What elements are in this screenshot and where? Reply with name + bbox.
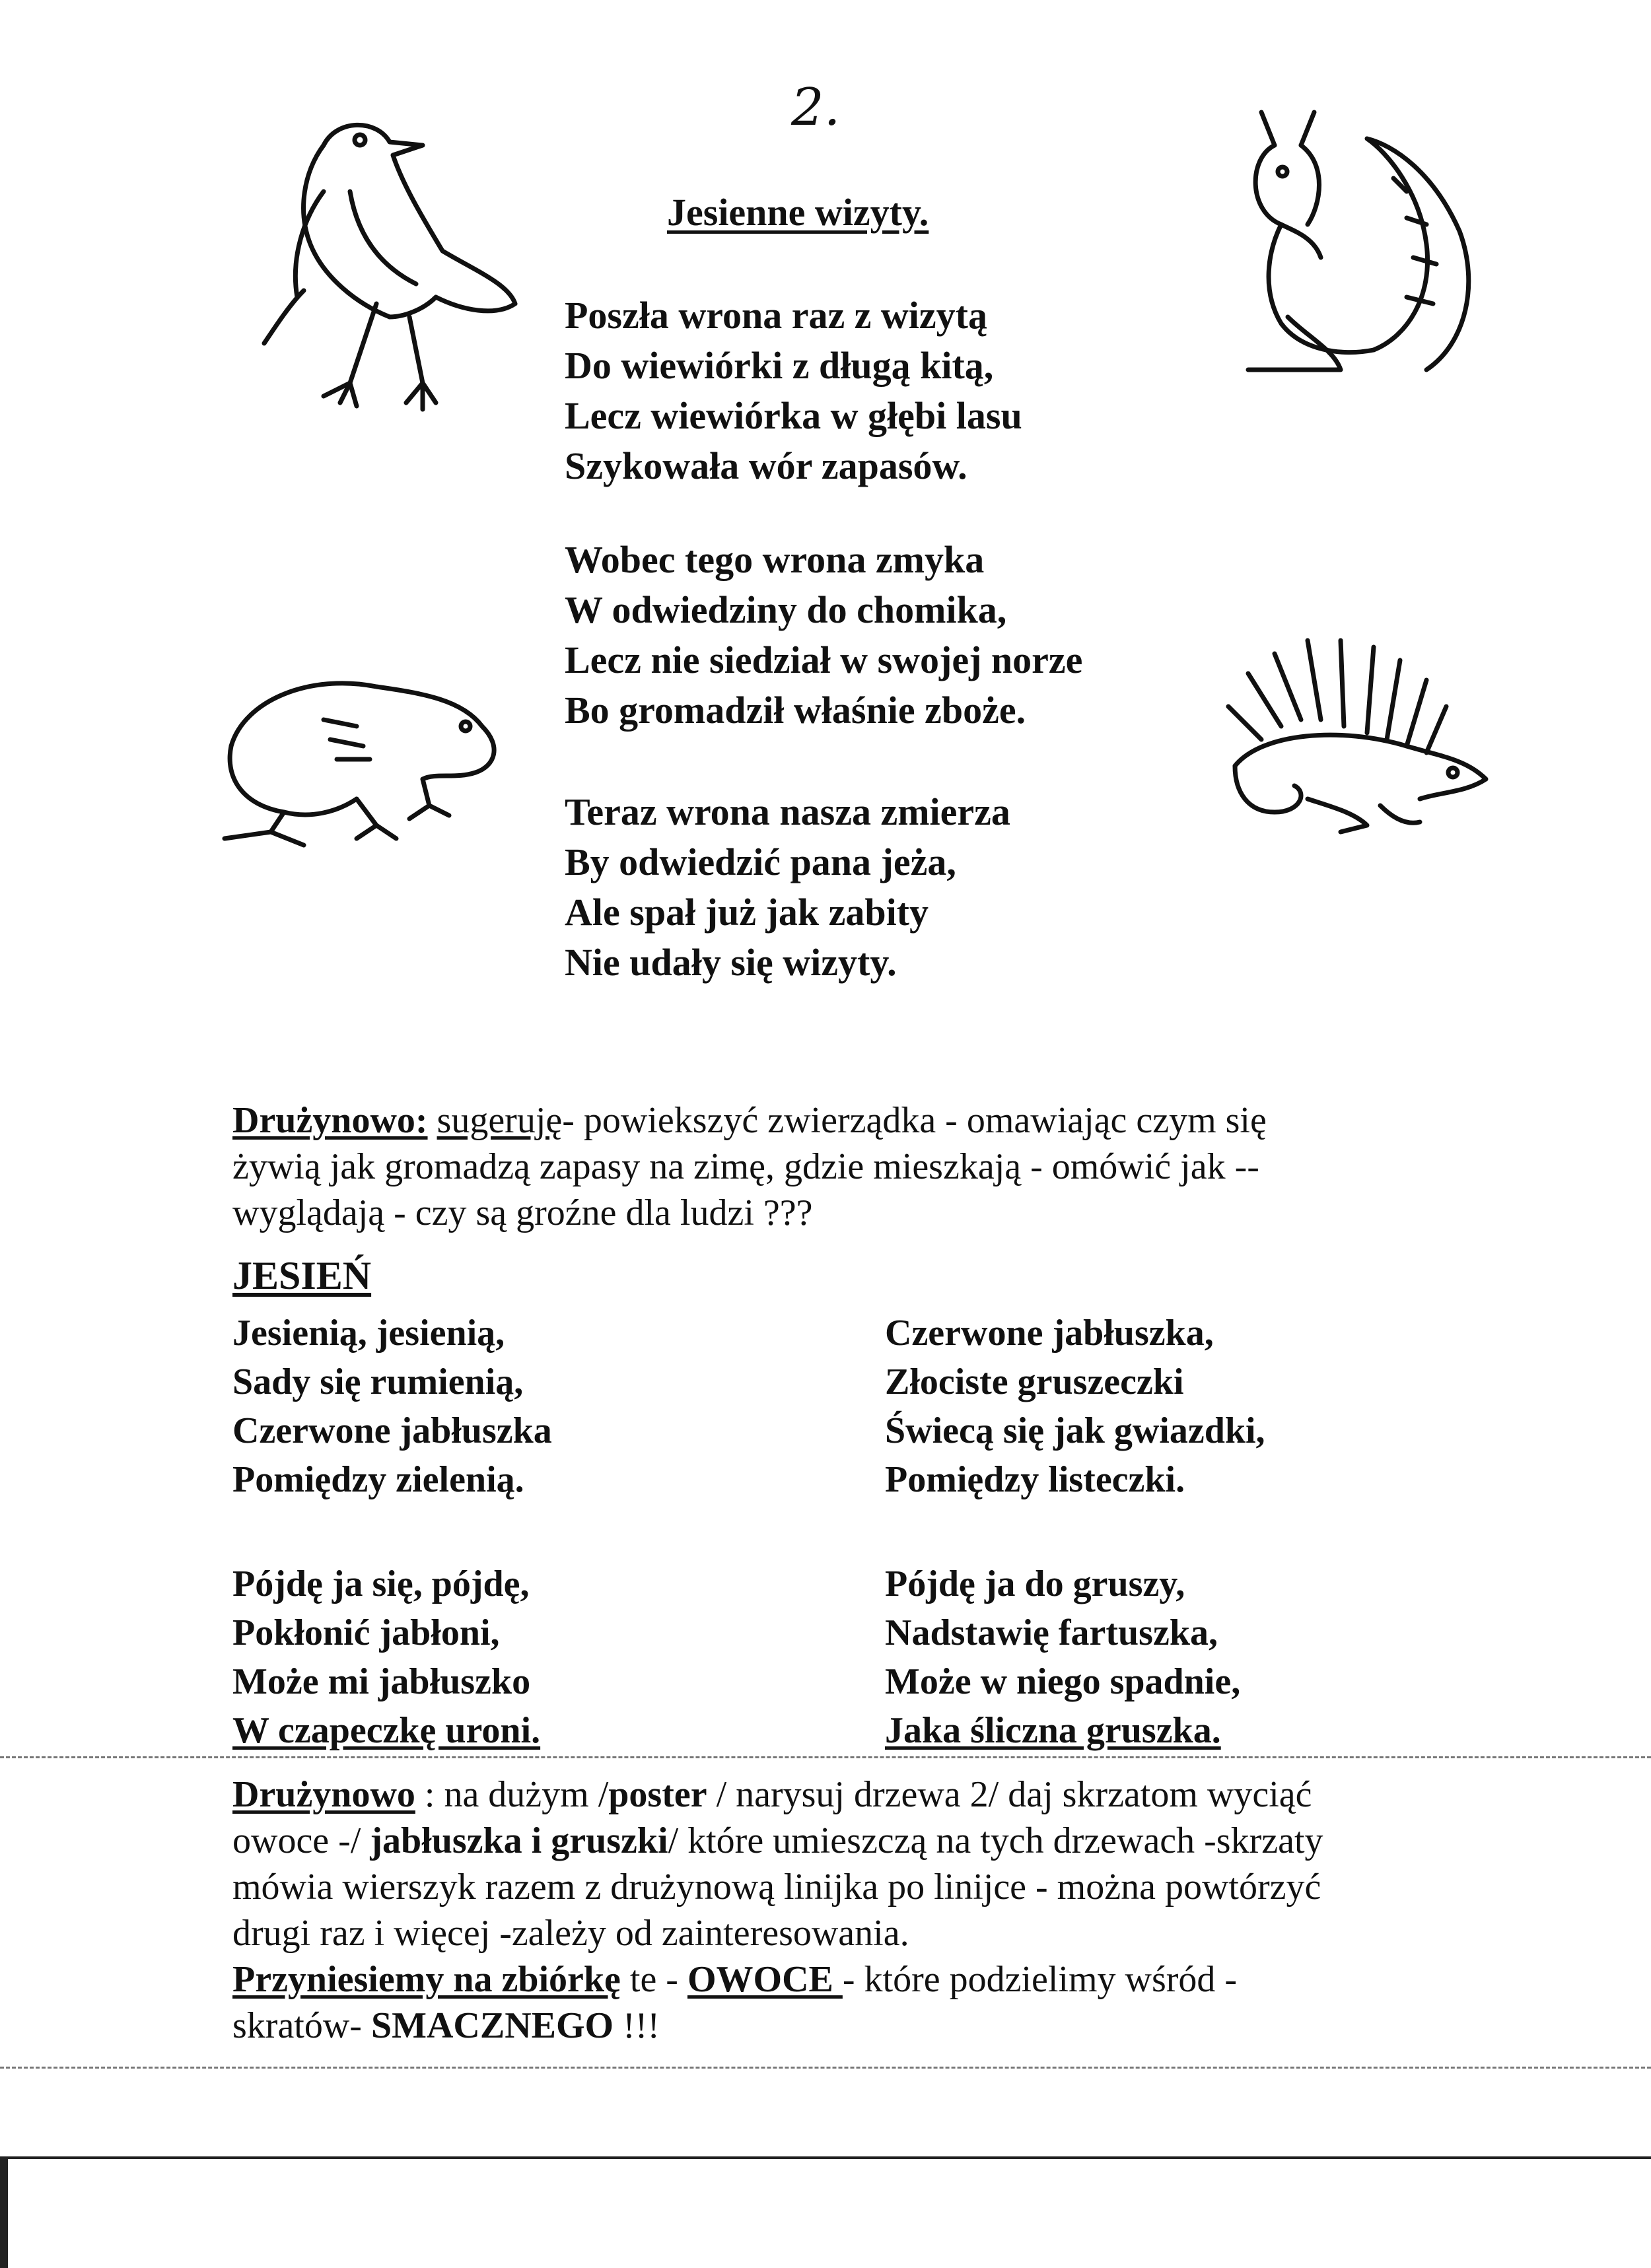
autumn-line: Świecą się jak gwiazdki, <box>885 1410 1265 1451</box>
instruction-emphasis: Przyniesiemy na zbiórkę <box>232 1959 621 2000</box>
hedgehog-drawing <box>1209 634 1493 845</box>
divider-line <box>0 1756 1651 1758</box>
autumn-line: Złociste gruszeczki <box>885 1361 1184 1402</box>
poem-line: Lecz nie siedział w swojej norze <box>565 638 1083 681</box>
poem-stanza <box>565 291 1022 491</box>
autumn-line: Czerwone jabłuszka <box>232 1410 552 1451</box>
instruction-suggestion: sugeruję <box>437 1100 563 1141</box>
poem-line: Teraz wrona nasza zmierza <box>565 790 1010 833</box>
autumn-line: Pomiędzy listeczki. <box>885 1459 1185 1500</box>
poem-line: Ale spał już jak zabity <box>565 891 929 934</box>
autumn-heading: JESIEŃ <box>232 1254 372 1297</box>
autumn-line: Jaka śliczna gruszka. <box>885 1710 1221 1751</box>
poem-title: Jesienne wizyty. <box>667 191 929 234</box>
instruction-text: - powiekszyć zwierządka - omawiając czym się <box>562 1100 1267 1141</box>
instruction-label: Drużynowo <box>232 1774 415 1815</box>
instruction-emphasis: SMACZNEGO <box>370 2005 614 2046</box>
instruction-emphasis: jabłuszka i gruszki <box>370 1820 668 1861</box>
poem-stanza <box>565 787 1010 988</box>
instruction-text: / które umieszczą na tych drzewach -skrzaty <box>668 1820 1323 1861</box>
instruction-text: wyglądają - czy są groźne dla ludzi ??? <box>232 1192 813 1233</box>
page-number: 2. <box>791 78 841 137</box>
leader-instruction-1 <box>232 1097 1520 1236</box>
autumn-stanza <box>232 1309 552 1504</box>
instruction-emphasis: OWOCE <box>687 1959 843 2000</box>
autumn-line: Może w niego spadnie, <box>885 1661 1241 1702</box>
instruction-text: skratów- <box>232 2005 371 2046</box>
autumn-line: Czerwone jabłuszka, <box>885 1313 1214 1354</box>
instruction-emphasis: poster <box>608 1774 707 1815</box>
instruction-text: !!! <box>614 2005 660 2046</box>
autumn-stanza <box>232 1560 540 1755</box>
instruction-text: drugi raz i więcej -zależy od zainteresowania. <box>232 1913 909 1954</box>
instruction-label: Drużynowo: <box>232 1100 428 1141</box>
autumn-stanza <box>885 1309 1265 1504</box>
poem-line: Wobec tego wrona zmyka <box>565 538 985 581</box>
hamster-drawing <box>205 660 515 858</box>
instruction-text: żywią jak gromadzą zapasy na zimę, gdzie mieszkają - omówić jak -- <box>232 1146 1259 1187</box>
poem-line: Lecz wiewiórka w głębi lasu <box>565 394 1022 437</box>
poem-line: Bo gromadził właśnie zboże. <box>565 689 1026 732</box>
autumn-line: Pójdę ja się, pójdę, <box>232 1564 530 1604</box>
page-border <box>0 2156 1651 2159</box>
autumn-line: Sady się rumienią, <box>232 1361 524 1402</box>
poem-stanza <box>565 535 1082 736</box>
page-border <box>0 2159 8 2268</box>
divider-line <box>0 2067 1651 2069</box>
autumn-line: Pójdę ja do gruszy, <box>885 1564 1185 1604</box>
autumn-line: Jesienią, jesienią, <box>232 1313 505 1354</box>
autumn-stanza <box>885 1560 1240 1755</box>
poem-line: Do wiewiórki z długą kitą, <box>565 344 994 387</box>
autumn-line: Nadstawię fartuszka, <box>885 1612 1218 1653</box>
instruction-text: - które podzielimy wśród - <box>842 1959 1238 2000</box>
instruction-text: mówia wierszyk razem z drużynową linijka po linijce - można powtórzyć <box>232 1867 1321 1907</box>
autumn-line: Może mi jabłuszko <box>232 1661 531 1702</box>
squirrel-drawing <box>1209 99 1486 390</box>
poem-line: Szykowała wór zapasów. <box>565 444 967 487</box>
autumn-line: Pomiędzy zielenią. <box>232 1459 524 1500</box>
poem-line: Poszła wrona raz z wizytą <box>565 294 987 337</box>
autumn-line: Pokłonić jabłoni, <box>232 1612 500 1653</box>
instruction-text: owoce -/ <box>232 1820 370 1861</box>
instruction-text: : na dużym / <box>415 1774 609 1815</box>
poem-line: By odwiedzić pana jeża, <box>565 841 956 883</box>
instruction-text: te - <box>620 1959 687 2000</box>
autumn-line: W czapeczkę uroni. <box>232 1710 541 1751</box>
crow-drawing <box>225 106 528 436</box>
poem-line: W odwiedziny do chomika, <box>565 588 1007 631</box>
instruction-text: / narysuj drzewa 2/ daj skrzatom wyciąć <box>707 1774 1312 1815</box>
leader-instruction-2 <box>232 1771 1520 2049</box>
poem-line: Nie udały się wizyty. <box>565 941 897 984</box>
